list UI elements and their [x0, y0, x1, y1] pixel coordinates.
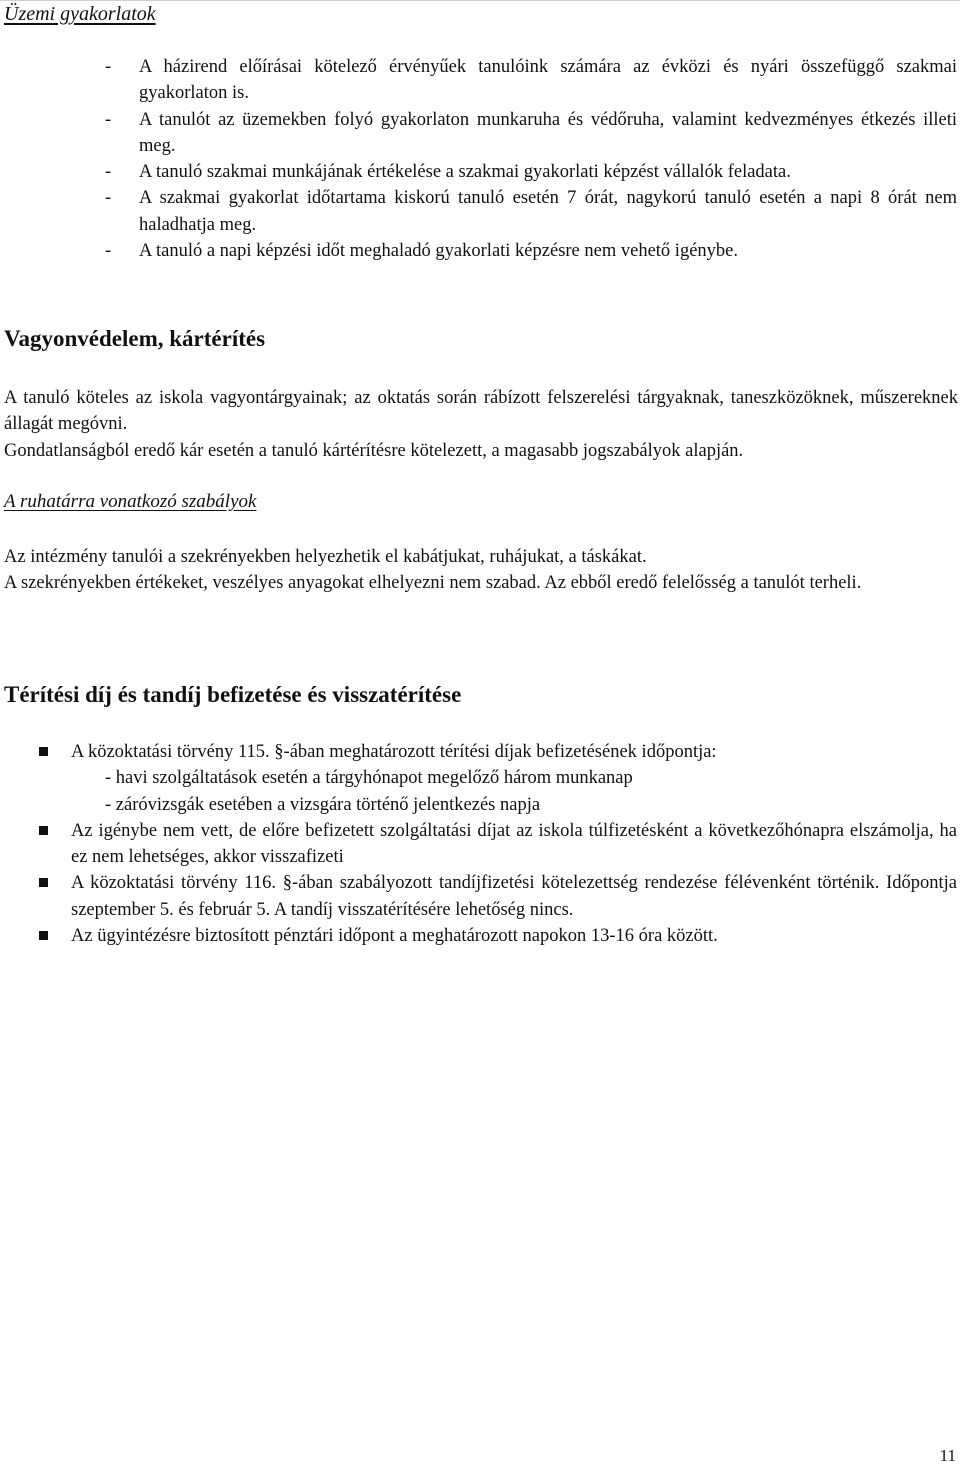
list-item-text: A tanuló szakmai munkájának értékelése a szakmai gyakorlati képzést vállalók feladata. — [139, 162, 791, 183]
square-bullet-icon — [39, 931, 48, 940]
section4-list — [0, 739, 960, 949]
section-title-uzemi-gyakorlatok: Üzemi gyakorlatok — [4, 3, 156, 25]
square-bullet-icon — [39, 747, 48, 756]
list-item-text: A házirend előírásai kötelező érvényűek tanulóink számára az évközi és nyári összefüggő szakmai gyakorlaton is. — [139, 57, 957, 104]
list-item-text: A tanuló a napi képzési időt meghaladó gyakorlati képzésre nem vehető igénybe. — [139, 241, 738, 262]
list-item — [0, 238, 960, 264]
list-item — [0, 107, 960, 160]
list-item-text: A szakmai gyakorlat időtartama kiskorú tanuló esetén 7 órát, nagykorú tanuló esetén a napi 8 órát nem haladhatja meg. — [139, 188, 957, 235]
section1-list — [0, 54, 960, 264]
paragraph: Gondatlanságból eredő kár esetén a tanuló kártérítésre kötelezett, a magasabb jogszabályok alapján. — [4, 441, 744, 461]
list-item — [0, 870, 960, 923]
list-item-text: Az ügyintézésre biztosított pénztári időpont a meghatározott napokon 13-16 óra között. — [71, 926, 718, 947]
dash-marker: - — [105, 57, 112, 77]
list-item — [0, 185, 960, 238]
list-item — [0, 923, 960, 949]
paragraph: A tanuló köteles az iskola vagyontárgyainak; az oktatás során rábízott felszerelési tárgyaknak, taneszközöknek, műszereknek állagát megóvni. — [4, 388, 958, 435]
page-number: 11 — [939, 1446, 956, 1465]
dash-marker: - — [105, 162, 112, 183]
top-divider — [0, 0, 960, 1]
section-title-ruhatar: A ruhatárra vonatkozó szabályok — [4, 491, 257, 512]
paragraph: A szekrényekben értékeket, veszélyes anyagokat elhelyezni nem szabad. Az ebből eredő felelősség a tanulót terheli. — [4, 573, 862, 593]
paragraph: Az intézmény tanulói a szekrényekben helyezhetik el kabátjukat, ruhájukat, a táskákat. — [4, 547, 647, 567]
list-item-text: Az igénybe nem vett, de előre befizetett szolgáltatási díjat az iskola túlfizetésként a következőhónapra elszámolja, ha ez nem lehetséges, akkor visszafizeti — [71, 820, 957, 868]
dash-marker: - — [105, 109, 112, 130]
list-item-text: A közoktatási törvény 116. §-ában szabályozott tandíjfizetési kötelezettség rendezése félévenként történik. Időpontja szeptember 5. és február 5. A tandíj visszatérítésére lehetőség nincs. — [71, 873, 957, 920]
dash-marker: - — [105, 241, 112, 262]
dash-marker: - — [105, 188, 112, 209]
list-item — [0, 739, 960, 818]
list-item — [0, 159, 960, 185]
list-item-text: A közoktatási törvény 115. §-ában meghatározott térítési díjak befizetésének időpontja: — [71, 742, 717, 762]
section-title-vagyonvedelem: Vagyonvédelem, kártérítés — [4, 326, 266, 351]
sub-list-item: - havi szolgáltatások esetén a tárgyhónapot megelőző három munkanap — [105, 768, 633, 789]
list-item — [0, 818, 960, 871]
list-item-text: A tanulót az üzemekben folyó gyakorlaton munkaruha és védőruha, valamint kedvezményes étkezés illeti meg. — [139, 109, 957, 156]
square-bullet-icon — [39, 826, 48, 835]
list-item — [0, 54, 960, 107]
sub-list-item: - záróvizsgák esetében a vizsgára történő jelentkezés napja — [105, 794, 541, 815]
section-title-teritesi-dij: Térítési díj és tandíj befizetése és visszatérítése — [4, 682, 462, 707]
square-bullet-icon — [39, 878, 48, 887]
